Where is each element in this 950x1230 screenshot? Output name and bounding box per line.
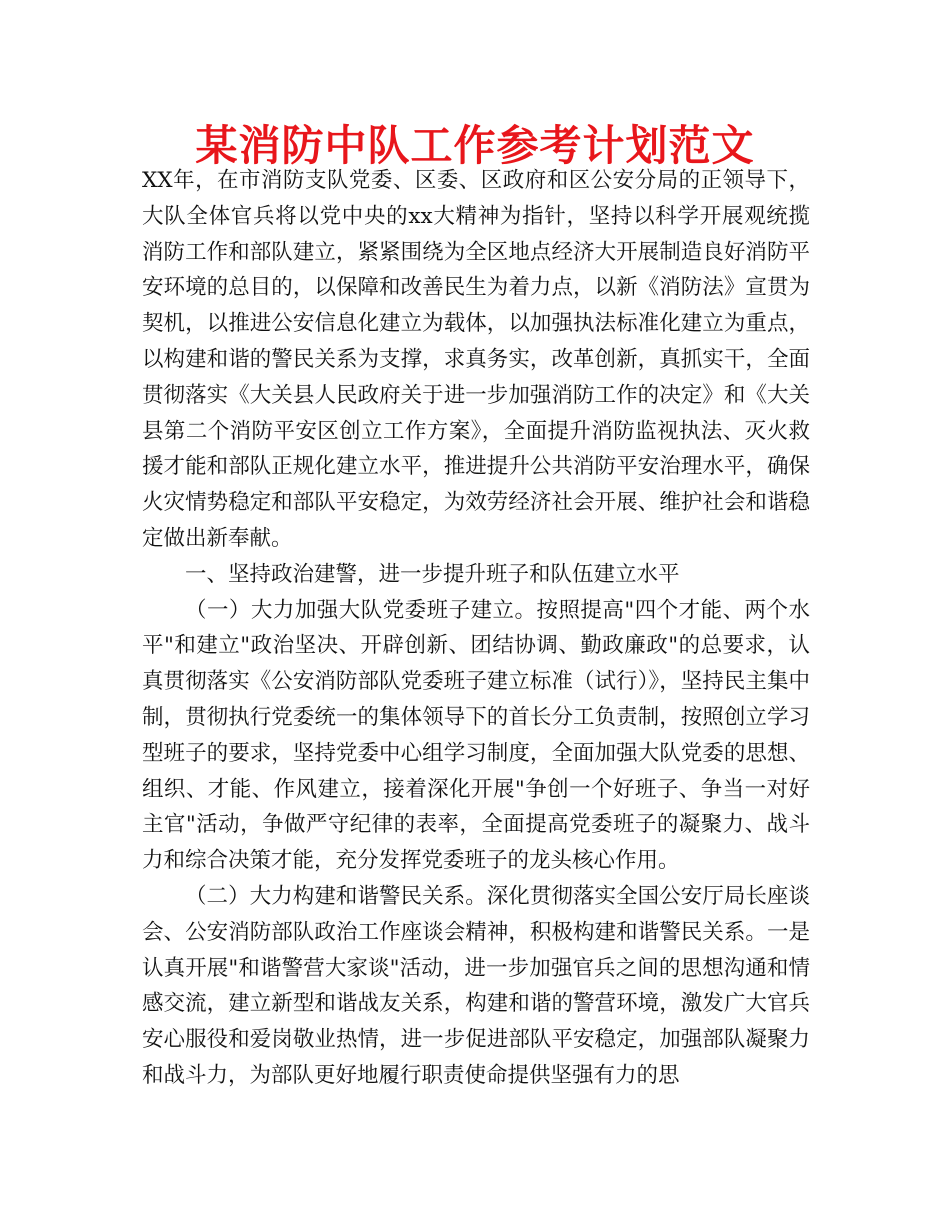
document-body [142,163,810,1094]
body-paragraph: （二）大力构建和谐警民关系。深化贯彻落实全国公安厅局长座谈会、公安消防部队政治工作座谈会精神，积极构建和谐警民关系。一是认真开展"和谐警营大家谈"活动，进一步加强官兵之间的思想沟通和情感交流，建立新型和谐战友关系，构建和谐的警营环境，激发广大官兵安心服役和爱岗敬业热情，进一步促进部队平安稳定，加强部队凝聚力和战斗力，为部队更好地履行职责使命提供坚强有力的思 [142,883,810,1088]
body-paragraph: （一）大力加强大队党委班子建立。按照提高"四个才能、两个水平"和建立"政治坚决、开辟创新、团结协调、勤政廉政"的总要求，认真贯彻落实《公安消防部队党委班子建立标准（试行）》，坚持民主集中制，贯彻执行党委统一的集体领导下的首长分工负责制，按照创立学习型班子的要求，坚持党委中心组学习制度，全面加强大队党委的思想、组织、才能、作风建立，接着深化开展"争创一个好班子、争当一对好主官"活动，争做严守纪律的表率，全面提高党委班子的凝聚力、战斗力和综合决策才能，充分发挥党委班子的龙头核心作用。 [142,597,810,874]
document-title: 某消防中队工作参考计划范文 [195,121,755,170]
intro-paragraph: XX年，在市消防支队党委、区委、区政府和区公安分局的正领导下，大队全体官兵将以党中央的xx大精神为指针，坚持以科学开展观统揽消防工作和部队建立，紧紧围绕为全区地点经济大开展制造良好消防平安环境的总目的，以保障和改善民生为着力点，以新《消防法》宣贯为契机，以推进公安信息化建立为载体，以加强执法标准化建立为重点，以构建和谐的警民关系为支撑，求真务实，改革创新，真抓实干，全面贯彻落实《大关县人民政府关于进一步加强消防工作的决定》和《大关县第二个消防平安区创立工作方案》，全面提升消防监视执法、灭火救援才能和部队正规化建立水平，推进提升公共消防平安治理水平，确保火灾情势稳定和部队平安稳定，为效劳经济社会开展、维护社会和谐稳定做出新奉献。 [142,168,810,551]
section-heading: 一、坚持政治建警，进一步提升班子和队伍建立水平 [185,561,680,587]
